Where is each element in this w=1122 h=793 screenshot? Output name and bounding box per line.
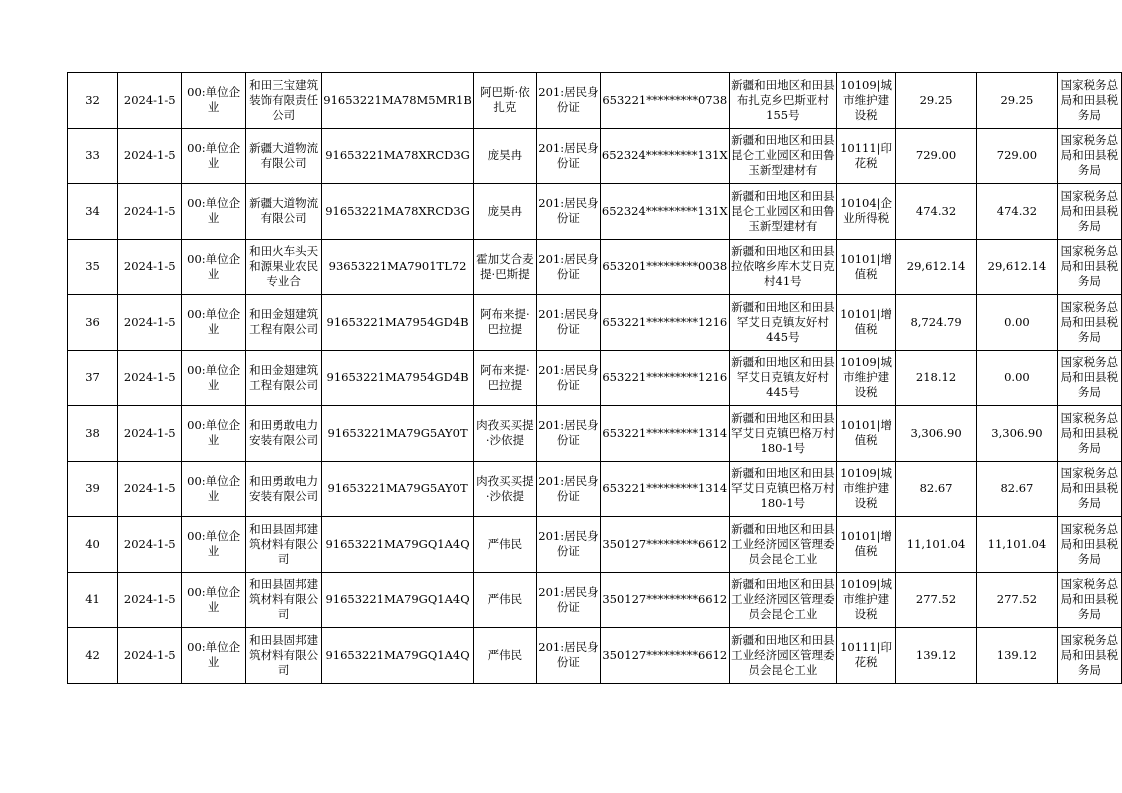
tax-date: 2024-1-5 [123, 203, 176, 218]
unit-type-cell [182, 350, 246, 406]
table-row [68, 239, 1122, 295]
tax-authority-cell [1057, 628, 1121, 684]
id-type-cell [536, 628, 600, 684]
address: 新疆和田地区和田县拉依喀乡库木艾日克村41号 [731, 244, 835, 289]
tax-date-cell [118, 73, 182, 129]
id-type-cell [536, 73, 600, 129]
legal-person-cell [473, 239, 536, 295]
tax-authority-cell [1057, 295, 1121, 351]
amount-paid-cell [976, 628, 1057, 684]
id-number: 350127*********6612 [602, 592, 728, 607]
credit-code: 91653221MA79G5AY0T [327, 481, 468, 496]
amount-due-cell [896, 461, 977, 517]
row-number: 42 [85, 647, 100, 662]
legal-person: 阿布来提·巴拉提 [480, 362, 530, 392]
tax-date-cell [118, 628, 182, 684]
credit-code-cell [322, 628, 474, 684]
legal-person: 庞昊冉 [487, 203, 523, 218]
id-type-cell [536, 128, 600, 184]
amount-due-cell [896, 184, 977, 240]
credit-code: 91653221MA79GQ1A4Q [325, 536, 470, 551]
amount-due: 218.12 [915, 370, 957, 385]
tax-date: 2024-1-5 [123, 370, 176, 385]
address-cell [729, 572, 836, 628]
tax-authority: 国家税务总局和田县税务局 [1060, 521, 1119, 566]
address: 新疆和田地区和田县罕艾日克镇友好村445号 [731, 299, 835, 344]
tax-date-cell [118, 295, 182, 351]
company-name: 和田县固邦建筑材料有限公司 [249, 521, 319, 566]
tax-record-table [67, 72, 1122, 684]
address-cell [729, 350, 836, 406]
legal-person: 阿布来提·巴拉提 [480, 307, 530, 337]
unit-type: 00:单位企业 [187, 307, 241, 337]
tax-authority: 国家税务总局和田县税务局 [1060, 410, 1119, 455]
legal-person: 严伟民 [487, 536, 523, 551]
id-type-cell [536, 350, 600, 406]
amount-due-cell [896, 406, 977, 462]
unit-type: 00:单位企业 [187, 362, 241, 392]
row-number-cell [68, 572, 118, 628]
legal-person-cell [473, 406, 536, 462]
company-name: 和田勇敢电力安装有限公司 [249, 473, 319, 503]
credit-code-cell [322, 239, 474, 295]
company-name: 和田金翅建筑工程有限公司 [249, 307, 319, 337]
id-type: 201:居民身份证 [538, 307, 599, 337]
legal-person: 肉孜买买提·沙依提 [476, 418, 534, 448]
tax-date: 2024-1-5 [123, 314, 176, 329]
unit-type-cell [182, 406, 246, 462]
amount-due: 139.12 [915, 647, 957, 662]
unit-type-cell [182, 628, 246, 684]
company-name: 和田县固邦建筑材料有限公司 [249, 632, 319, 677]
tax-authority: 国家税务总局和田县税务局 [1060, 77, 1119, 122]
table-row [68, 572, 1122, 628]
tax-item: 10109|城市维护建设税 [840, 466, 893, 511]
id-number-cell [600, 295, 729, 351]
id-number: 653221*********1314 [602, 481, 728, 496]
id-number-cell [600, 517, 729, 573]
company-name: 和田金翅建筑工程有限公司 [249, 362, 319, 392]
id-type: 201:居民身份证 [538, 85, 599, 115]
tax-item: 10101|增值税 [840, 529, 893, 559]
tax-item: 10109|城市维护建设税 [840, 577, 893, 622]
row-number-cell [68, 350, 118, 406]
row-number-cell [68, 461, 118, 517]
legal-person-cell [473, 73, 536, 129]
amount-paid: 29.25 [1000, 92, 1034, 107]
id-number: 652324*********131X [601, 148, 728, 163]
credit-code: 91653221MA79GQ1A4Q [325, 647, 470, 662]
amount-paid: 3,306.90 [991, 425, 1043, 440]
tax-authority-cell [1057, 73, 1121, 129]
amount-paid: 82.67 [1000, 481, 1034, 496]
tax-item-cell [837, 128, 896, 184]
amount-paid: 29,612.14 [987, 259, 1047, 274]
company-name-cell [245, 572, 321, 628]
unit-type: 00:单位企业 [187, 418, 241, 448]
id-type-cell [536, 517, 600, 573]
amount-due-cell [896, 128, 977, 184]
address: 新疆和田地区和田县昆仑工业园区和田鲁玉新型建材有 [731, 133, 835, 178]
tax-date-cell [118, 184, 182, 240]
tax-authority-cell [1057, 406, 1121, 462]
amount-paid-cell [976, 295, 1057, 351]
legal-person: 严伟民 [487, 647, 523, 662]
legal-person-cell [473, 628, 536, 684]
id-number: 653221*********1216 [602, 370, 728, 385]
unit-type-cell [182, 184, 246, 240]
amount-due-cell [896, 239, 977, 295]
amount-due: 729.00 [915, 148, 957, 163]
row-number: 39 [85, 481, 100, 496]
tax-date: 2024-1-5 [123, 536, 176, 551]
address: 新疆和田地区和田县工业经济园区管理委员会昆仑工业 [731, 577, 835, 622]
row-number: 33 [85, 148, 100, 163]
amount-due-cell [896, 73, 977, 129]
tax-item: 10111|印花税 [840, 640, 893, 670]
row-number-cell [68, 184, 118, 240]
address-cell [729, 406, 836, 462]
company-name: 新疆大道物流有限公司 [249, 140, 319, 170]
address-cell [729, 517, 836, 573]
tax-item-cell [837, 239, 896, 295]
company-name: 新疆大道物流有限公司 [249, 196, 319, 226]
tax-authority-cell [1057, 572, 1121, 628]
company-name: 和田火车头天和源果业农民专业合 [249, 244, 319, 289]
address: 新疆和田地区和田县罕艾日克镇巴格万村180-1号 [731, 466, 835, 511]
company-name: 和田县固邦建筑材料有限公司 [249, 577, 319, 622]
legal-person: 严伟民 [487, 592, 523, 607]
tax-item-cell [837, 184, 896, 240]
table-row [68, 406, 1122, 462]
address-cell [729, 73, 836, 129]
amount-due: 474.32 [915, 203, 957, 218]
credit-code-cell [322, 517, 474, 573]
credit-code-cell [322, 572, 474, 628]
amount-due: 29.25 [919, 92, 953, 107]
credit-code-cell [322, 406, 474, 462]
row-number-cell [68, 239, 118, 295]
amount-due-cell [896, 572, 977, 628]
credit-code: 91653221MA79GQ1A4Q [325, 592, 470, 607]
tax-date-cell [118, 406, 182, 462]
tax-date: 2024-1-5 [123, 647, 176, 662]
amount-paid: 474.32 [996, 203, 1038, 218]
unit-type: 00:单位企业 [187, 251, 241, 281]
amount-due: 8,724.79 [910, 314, 962, 329]
tax-date: 2024-1-5 [123, 148, 176, 163]
tax-authority-cell [1057, 461, 1121, 517]
id-number: 653221*********0738 [602, 92, 728, 107]
address-cell [729, 184, 836, 240]
tax-item: 10109|城市维护建设税 [840, 77, 893, 122]
table-row [68, 517, 1122, 573]
unit-type-cell [182, 128, 246, 184]
address: 新疆和田地区和田县布扎克乡巴斯亚村155号 [731, 77, 835, 122]
amount-due-cell [896, 350, 977, 406]
unit-type-cell [182, 73, 246, 129]
credit-code: 91653221MA7954GD4B [326, 370, 469, 385]
tax-authority: 国家税务总局和田县税务局 [1060, 632, 1119, 677]
row-number: 34 [85, 203, 100, 218]
credit-code: 91653221MA78XRCD3G [325, 148, 470, 163]
tax-date-cell [118, 517, 182, 573]
tax-date-cell [118, 350, 182, 406]
unit-type: 00:单位企业 [187, 140, 241, 170]
company-name-cell [245, 628, 321, 684]
credit-code-cell [322, 295, 474, 351]
tax-date-cell [118, 239, 182, 295]
unit-type: 00:单位企业 [187, 529, 241, 559]
company-name-cell [245, 517, 321, 573]
company-name-cell [245, 184, 321, 240]
legal-person-cell [473, 572, 536, 628]
id-type-cell [536, 461, 600, 517]
tax-item-cell [837, 628, 896, 684]
id-number-cell [600, 350, 729, 406]
tax-item-cell [837, 350, 896, 406]
id-type: 201:居民身份证 [538, 418, 599, 448]
amount-paid-cell [976, 461, 1057, 517]
tax-date-cell [118, 461, 182, 517]
tax-item: 10109|城市维护建设税 [840, 355, 893, 400]
id-number: 653221*********1216 [602, 314, 728, 329]
row-number-cell [68, 628, 118, 684]
row-number-cell [68, 517, 118, 573]
unit-type-cell [182, 239, 246, 295]
unit-type: 00:单位企业 [187, 196, 241, 226]
company-name-cell [245, 239, 321, 295]
legal-person: 阿巴斯·依扎克 [480, 85, 530, 115]
unit-type-cell [182, 517, 246, 573]
table-row [68, 350, 1122, 406]
id-type: 201:居民身份证 [538, 584, 599, 614]
unit-type-cell [182, 295, 246, 351]
table-row [68, 628, 1122, 684]
tax-item-cell [837, 295, 896, 351]
id-number: 653221*********1314 [602, 425, 728, 440]
legal-person: 庞昊冉 [487, 148, 523, 163]
row-number-cell [68, 73, 118, 129]
tax-authority: 国家税务总局和田县税务局 [1060, 244, 1119, 289]
unit-type-cell [182, 461, 246, 517]
company-name-cell [245, 128, 321, 184]
amount-due-cell [896, 517, 977, 573]
id-type: 201:居民身份证 [538, 251, 599, 281]
amount-paid-cell [976, 184, 1057, 240]
tax-date-cell [118, 572, 182, 628]
row-number: 35 [85, 259, 100, 274]
id-number-cell [600, 461, 729, 517]
credit-code-cell [322, 128, 474, 184]
amount-due: 29,612.14 [906, 259, 966, 274]
company-name-cell [245, 461, 321, 517]
id-type-cell [536, 572, 600, 628]
credit-code: 93653221MA7901TL72 [328, 259, 467, 274]
table-row [68, 461, 1122, 517]
table-body [68, 73, 1122, 684]
address: 新疆和田地区和田县罕艾日克镇巴格万村180-1号 [731, 410, 835, 455]
id-number: 652324*********131X [601, 203, 728, 218]
table-row [68, 184, 1122, 240]
address: 新疆和田地区和田县工业经济园区管理委员会昆仑工业 [731, 521, 835, 566]
tax-authority: 国家税务总局和田县税务局 [1060, 466, 1119, 511]
amount-paid-cell [976, 128, 1057, 184]
id-type: 201:居民身份证 [538, 529, 599, 559]
address-cell [729, 461, 836, 517]
credit-code-cell [322, 73, 474, 129]
id-number-cell [600, 406, 729, 462]
table-row [68, 128, 1122, 184]
tax-date: 2024-1-5 [123, 592, 176, 607]
tax-item: 10101|增值税 [840, 307, 893, 337]
legal-person-cell [473, 295, 536, 351]
id-number-cell [600, 628, 729, 684]
id-number: 653201*********0038 [602, 259, 728, 274]
legal-person: 肉孜买买提·沙依提 [476, 473, 534, 503]
credit-code-cell [322, 184, 474, 240]
credit-code: 91653221MA79G5AY0T [327, 425, 468, 440]
id-number: 350127*********6612 [602, 647, 728, 662]
row-number-cell [68, 406, 118, 462]
row-number-cell [68, 295, 118, 351]
id-number-cell [600, 73, 729, 129]
amount-due: 82.67 [919, 481, 953, 496]
amount-due-cell [896, 628, 977, 684]
tax-item: 10104|企业所得税 [840, 196, 893, 226]
unit-type: 00:单位企业 [187, 584, 241, 614]
legal-person-cell [473, 350, 536, 406]
id-type-cell [536, 239, 600, 295]
address: 新疆和田地区和田县昆仑工业园区和田鲁玉新型建材有 [731, 188, 835, 233]
amount-paid: 729.00 [996, 148, 1038, 163]
tax-item: 10111|印花税 [840, 140, 893, 170]
tax-item-cell [837, 406, 896, 462]
id-type: 201:居民身份证 [538, 362, 599, 392]
amount-due: 277.52 [915, 592, 957, 607]
tax-authority: 国家税务总局和田县税务局 [1060, 133, 1119, 178]
tax-authority: 国家税务总局和田县税务局 [1060, 577, 1119, 622]
table-row [68, 295, 1122, 351]
tax-item-cell [837, 572, 896, 628]
tax-item-cell [837, 73, 896, 129]
company-name-cell [245, 295, 321, 351]
tax-date: 2024-1-5 [123, 481, 176, 496]
amount-paid-cell [976, 73, 1057, 129]
row-number: 32 [85, 92, 100, 107]
tax-date: 2024-1-5 [123, 425, 176, 440]
amount-paid: 139.12 [996, 647, 1038, 662]
amount-paid-cell [976, 350, 1057, 406]
tax-authority: 国家税务总局和田县税务局 [1060, 188, 1119, 233]
unit-type: 00:单位企业 [187, 473, 241, 503]
legal-person-cell [473, 128, 536, 184]
credit-code: 91653221MA78XRCD3G [325, 203, 470, 218]
company-name-cell [245, 350, 321, 406]
tax-date: 2024-1-5 [123, 92, 176, 107]
unit-type: 00:单位企业 [187, 640, 241, 670]
company-name-cell [245, 406, 321, 462]
unit-type: 00:单位企业 [187, 85, 241, 115]
amount-paid-cell [976, 572, 1057, 628]
tax-authority-cell [1057, 128, 1121, 184]
row-number-cell [68, 128, 118, 184]
tax-authority-cell [1057, 517, 1121, 573]
credit-code-cell [322, 350, 474, 406]
id-number-cell [600, 239, 729, 295]
amount-paid: 11,101.04 [987, 536, 1047, 551]
row-number: 38 [85, 425, 100, 440]
row-number: 36 [85, 314, 100, 329]
tax-item: 10101|增值税 [840, 418, 893, 448]
tax-date-cell [118, 128, 182, 184]
row-number: 41 [85, 592, 100, 607]
id-number: 350127*********6612 [602, 536, 728, 551]
amount-paid-cell [976, 517, 1057, 573]
id-type-cell [536, 406, 600, 462]
legal-person-cell [473, 461, 536, 517]
id-type: 201:居民身份证 [538, 140, 599, 170]
company-name-cell [245, 73, 321, 129]
tax-authority-cell [1057, 350, 1121, 406]
row-number: 37 [85, 370, 100, 385]
tax-item-cell [837, 461, 896, 517]
row-number: 40 [85, 536, 100, 551]
id-type: 201:居民身份证 [538, 640, 599, 670]
id-number-cell [600, 184, 729, 240]
amount-paid: 277.52 [996, 592, 1038, 607]
address-cell [729, 628, 836, 684]
legal-person: 霍加艾合麦提·巴斯提 [476, 251, 534, 281]
tax-authority: 国家税务总局和田县税务局 [1060, 299, 1119, 344]
company-name: 和田勇敢电力安装有限公司 [249, 418, 319, 448]
amount-paid: 0.00 [1004, 370, 1030, 385]
amount-paid: 0.00 [1004, 314, 1030, 329]
legal-person-cell [473, 184, 536, 240]
credit-code: 91653221MA7954GD4B [326, 314, 469, 329]
id-number-cell [600, 572, 729, 628]
id-type: 201:居民身份证 [538, 196, 599, 226]
address: 新疆和田地区和田县罕艾日克镇友好村445号 [731, 355, 835, 400]
address: 新疆和田地区和田县工业经济园区管理委员会昆仑工业 [731, 632, 835, 677]
id-type-cell [536, 184, 600, 240]
tax-authority: 国家税务总局和田县税务局 [1060, 355, 1119, 400]
tax-authority-cell [1057, 184, 1121, 240]
tax-authority-cell [1057, 239, 1121, 295]
tax-item: 10101|增值税 [840, 251, 893, 281]
table-row [68, 73, 1122, 129]
id-type-cell [536, 295, 600, 351]
tax-date: 2024-1-5 [123, 259, 176, 274]
amount-due: 11,101.04 [906, 536, 966, 551]
unit-type-cell [182, 572, 246, 628]
address-cell [729, 239, 836, 295]
tax-item-cell [837, 517, 896, 573]
legal-person-cell [473, 517, 536, 573]
amount-due: 3,306.90 [910, 425, 962, 440]
amount-due-cell [896, 295, 977, 351]
amount-paid-cell [976, 239, 1057, 295]
amount-paid-cell [976, 406, 1057, 462]
company-name: 和田三宝建筑装饰有限责任公司 [249, 77, 319, 122]
address-cell [729, 128, 836, 184]
address-cell [729, 295, 836, 351]
id-number-cell [600, 128, 729, 184]
credit-code-cell [322, 461, 474, 517]
id-type: 201:居民身份证 [538, 473, 599, 503]
credit-code: 91653221MA78M5MR1B [323, 92, 472, 107]
